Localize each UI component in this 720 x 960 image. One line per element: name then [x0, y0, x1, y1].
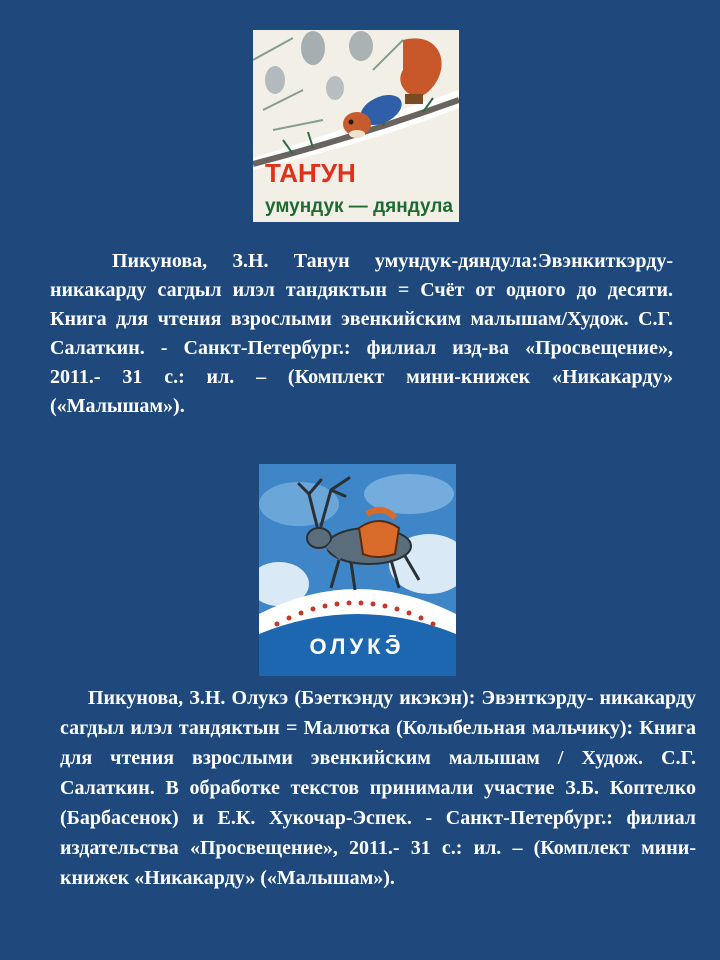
book-description-1: Пикунова, З.Н. Танун умундук-дяндула:Эвэнкиткэрду- никакарду сагдыл илэл тандяктын = Счёт от одного до десяти. Книга для чтения взрослыми эвенкийским малышам/Худож. С.Г. Салаткин. - Санкт-Петербург.: филиал изд-ва «Просвещение», 2011.- 31 с.: ил. – (Комплект мини-книжек «Никакарду» («Малышам»). [50, 250, 673, 417]
reindeer-illustration [259, 464, 456, 676]
pine-cone-icon [326, 76, 344, 100]
pine-cone-icon [349, 31, 373, 61]
pine-cone-icon [265, 66, 285, 94]
cover-title: ОЛУКЭ̄ [309, 634, 405, 659]
pine-cone-icon [301, 31, 325, 65]
book-description-2: Пикунова, З.Н. Олукэ (Бэеткэнду икэкэн): Эвэнткэрду- никакарду сагдыл илэл тандяктын = Малютка (Колыбельная мальчику): Книга для чтения взрослыми эвенкийским малышам / Худож. С.Г. Салаткин. В обработке текстов принимали участие З.Б. Коптелко (Барбасенок) и Е.К. Хукочар-Эспек. - Санкт-Петербург.: филиал издательства «Просвещение», 2011.- 31 с.: ил. – (Комплект мини-книжек «Никакарду» («Малышам»). [60, 687, 696, 889]
cover-title-line1: ТАҤУН [265, 158, 356, 188]
cover-title-line2: умундук — дяндула [265, 196, 453, 217]
book-cover-oluke [259, 464, 456, 676]
squirrel-illustration [253, 30, 459, 222]
book-cover-tanun [253, 30, 459, 222]
